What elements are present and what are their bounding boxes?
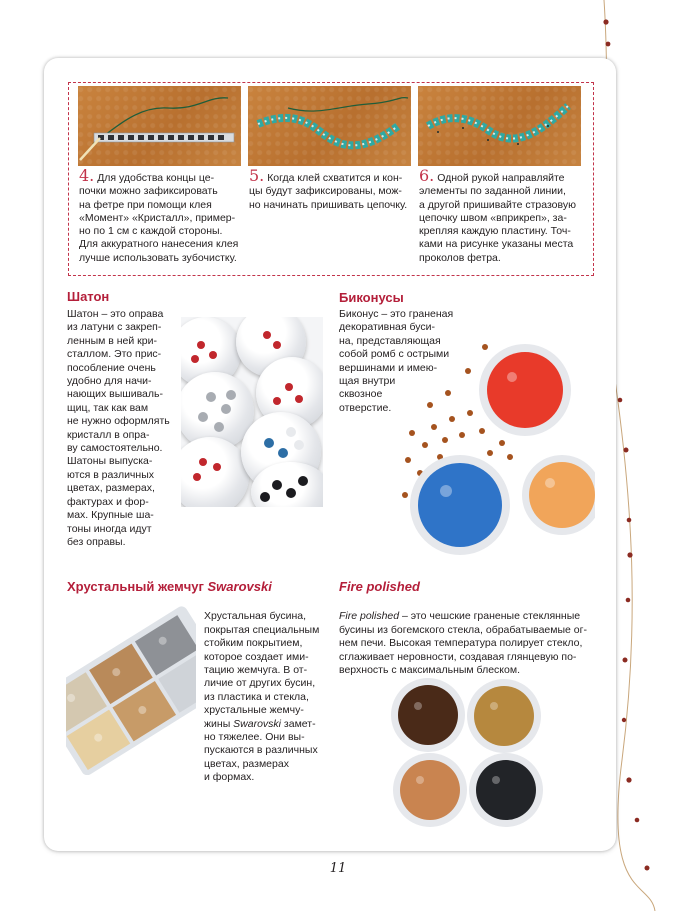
step-4-photo (78, 86, 241, 166)
step-6-text (419, 166, 587, 265)
shaton-text: Шатон – это оправа из латуни с закреп- ленным в ней кри- сталлом. Это прис- пособление очень удобно для начи- нающих вышиваль- щиц, так как вам не нужно оформлять кристалл в опра- ву самостоятельно. Шатоны выпуска- ются в различных цветах, размерах, фактурах и фор- мах. Крупные ша- тоны иногда идут без оправы. (67, 308, 170, 548)
step-4-text (79, 166, 247, 265)
pearl-heading-text: Хрустальный жемчуг (67, 579, 208, 594)
pearl-photo (66, 605, 196, 775)
step-6-description: Одной рукой направляйте элементы по заданной линии, а другой пришивайте стразовую цепочку швом «вприкреп», за- крепляя каждую пластину. Точ- ками на рисунке указаны места проколов фетра. (419, 172, 576, 264)
pearl-text-part1: Хрустальная бусина, покрытая специальным стойким покрытием, которое создает ими- тацию жемчуга. В от- личие от других бусин, из пластика и стекла, хрустальные жемчу- жины (204, 610, 320, 730)
bicone-photo (400, 335, 595, 560)
pearl-heading-brand: Swarovski (207, 579, 272, 594)
fire-text-body: – это чешские граненые стеклянные бусины из богемского стекла, обрабатываемые ог- нем печи. Высокая температура полирует стекло, сглаживает неровности, создавая глянцевую по- верхность с максимальным блеском. (339, 610, 587, 677)
step-6-photo (418, 86, 581, 166)
bicone-heading: Биконусы (339, 290, 404, 305)
step-5-description: Когда клей схватится и кон- цы будут зафиксированы, мож- но начинать пришивать цепочку. (249, 172, 408, 211)
step-5-number: 5. (249, 166, 265, 185)
page-number: 11 (329, 861, 347, 876)
shaton-heading: Шатон (67, 289, 110, 304)
fire-heading-text: Fire polished (339, 579, 420, 594)
shaton-photo (181, 317, 323, 507)
step-4-description: Для удобства концы це- почки можно зафиксировать на фетре при помощи клея «Момент» «Кристалл», пример- но по 1 см с каждой стороны. Для аккуратного нанесения клея лучше использовать зубочистку. (79, 172, 239, 264)
step-6-number: 6. (419, 166, 435, 185)
pearl-heading (67, 579, 272, 594)
fire-polished-photo (388, 678, 546, 828)
step-5-text (249, 166, 417, 212)
pearl-text (204, 597, 329, 785)
pearl-text-brand: Swarovski (233, 717, 282, 730)
step-4-number: 4. (79, 166, 95, 185)
bicone-text: Биконус – это граненая декоративная буси- на, представляющая собой ромб с острыми вершинами и имею- щая внутри сквозное отверстие. (339, 308, 454, 414)
pearl-text-part2: замет- но тяжелее. Они вы- пускаются в различных цветах, размерах и формах. (204, 717, 318, 784)
step-5-photo (248, 86, 411, 166)
fire-text (339, 597, 609, 677)
fire-heading (339, 579, 420, 594)
fire-text-brand: Fire polished (339, 610, 400, 623)
